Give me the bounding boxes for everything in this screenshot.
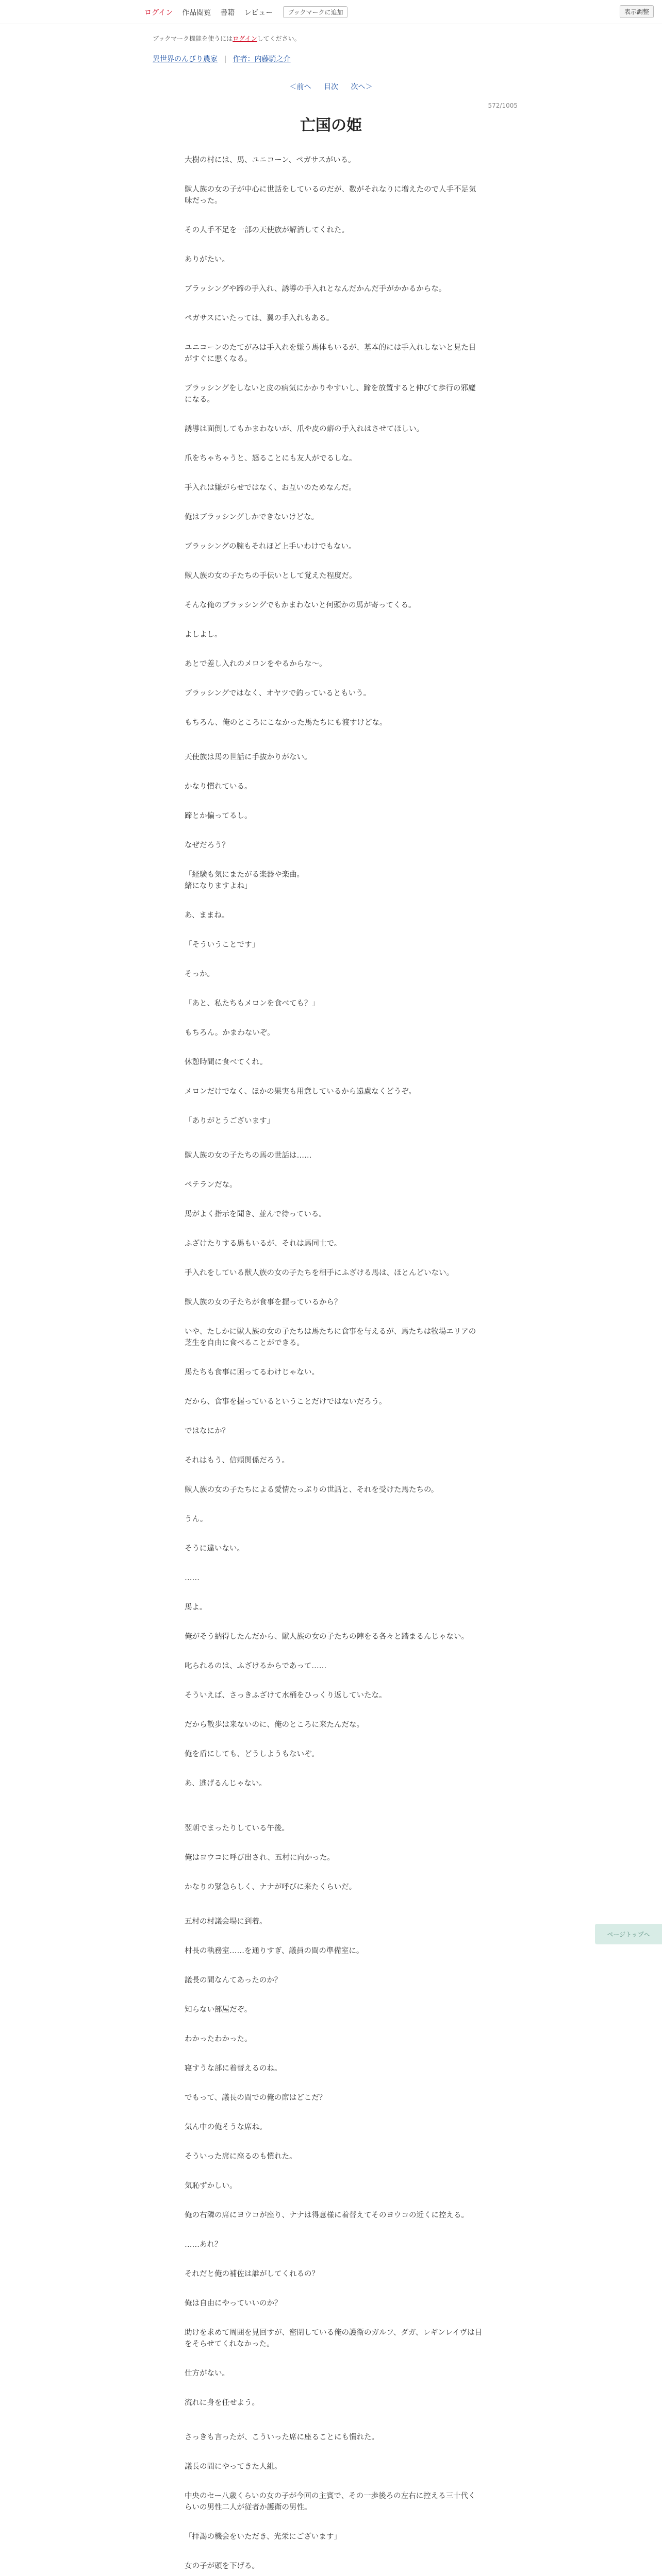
paragraph-line: だから、食事を握っているということだけではないだろう。 bbox=[185, 1398, 387, 1406]
body-paragraph bbox=[185, 2561, 483, 2572]
body-paragraph bbox=[185, 1818, 483, 1823]
body-paragraph bbox=[185, 2063, 483, 2074]
nav-books-link[interactable]: 書籍 bbox=[220, 8, 235, 17]
body-paragraph bbox=[185, 1238, 483, 1249]
paragraph-line: 女の子が頭を下げる。 bbox=[185, 2562, 259, 2570]
paragraph-line: 俺の右隣の席にヨウコが座り、ナナは得意様に着替えてそのヨウコの近くに控える。 bbox=[185, 2211, 469, 2219]
top-bar bbox=[0, 0, 662, 24]
body-paragraph bbox=[185, 313, 483, 324]
paragraph-line: 「ありがとうございます」 bbox=[185, 1117, 274, 1125]
page-top-button[interactable]: ページトップへ bbox=[595, 1924, 662, 1944]
body-paragraph bbox=[185, 1812, 483, 1818]
body-paragraph bbox=[185, 541, 483, 552]
body-paragraph bbox=[185, 1572, 483, 1584]
body-paragraph bbox=[185, 1297, 483, 1308]
chapter-pager bbox=[0, 81, 662, 92]
meta-separator: | bbox=[224, 55, 227, 63]
paragraph-line: 俺がそう納得したんだから、獣人族の女の子たちの陣をる各々と踏まるんじゃない。 bbox=[185, 1633, 469, 1641]
paragraph-line: 中央のセー八歳くらいの女の子が今回の主賓で、その一歩後ろの左右に控える三十代くらいの男性二人が従者か護衛の男性。 bbox=[185, 2492, 476, 2512]
paragraph-line: 手入れをしている獣人族の女の子たちを相手にふざける馬は、ほとんどいない。 bbox=[185, 1269, 454, 1277]
body-paragraph bbox=[185, 1484, 483, 1496]
nav-login-link[interactable]: ログイン bbox=[144, 8, 173, 17]
paragraph-line: なぜだろう？ bbox=[185, 841, 229, 850]
body-paragraph bbox=[185, 2151, 483, 2162]
paragraph-line: 天使族は馬の世話に手抜かりがない。 bbox=[185, 753, 312, 761]
paragraph-line: 「経験も気にまたがる楽器や楽曲。 bbox=[185, 871, 304, 879]
paragraph-line: よしよし。 bbox=[185, 631, 222, 639]
paragraph-line: 俺はヨウコに呼び出され、五村に向かった。 bbox=[185, 1854, 335, 1862]
paragraph-line: ありがたい。 bbox=[185, 256, 229, 264]
body-paragraph bbox=[185, 2122, 483, 2133]
paragraph-line: でもって、議長の間での俺の席はどこだ？ bbox=[185, 2094, 327, 2102]
body-paragraph bbox=[185, 254, 483, 265]
paragraph-line: 休憩時間に食べてくれ。 bbox=[185, 1058, 268, 1066]
body-paragraph bbox=[185, 629, 483, 640]
paragraph-line: 獣人族の女の子たちによる愛情たっぷりの世話と、それを受けた馬たちの。 bbox=[185, 1486, 439, 1494]
paragraph-line: ペテランだな。 bbox=[185, 1181, 237, 1189]
paragraph-line: ブラッシングの腕もそれほど上手いわけでもない。 bbox=[185, 543, 356, 551]
body-paragraph bbox=[185, 512, 483, 523]
body-paragraph bbox=[185, 869, 483, 892]
paragraph-line: 爪をちゃちゃうと、怒ることにも友人がでるしな。 bbox=[185, 454, 357, 463]
body-paragraph bbox=[185, 2210, 483, 2221]
body-paragraph bbox=[185, 283, 483, 295]
body-paragraph bbox=[185, 1145, 483, 1150]
paragraph-line: ペガサスにいたっては、翼の手入れもある。 bbox=[185, 314, 334, 323]
chapter-number: 572/1005 bbox=[488, 102, 518, 109]
paragraph-line: 手入れは嫌がらせではなく、お互いのためなんだ。 bbox=[185, 484, 356, 492]
chapter-body bbox=[185, 155, 483, 2576]
paragraph-line: 俺はブラッシングしかできないけどな。 bbox=[185, 513, 319, 521]
body-paragraph bbox=[185, 1749, 483, 1760]
paragraph-line: ブラッシングをしないと皮の病気にかかりやすいし、蹄を放置すると伸びて歩行の邪魔になる。 bbox=[185, 384, 476, 404]
bookmark-login-notice bbox=[153, 34, 301, 43]
notice-suffix: してください。 bbox=[257, 35, 301, 42]
body-paragraph bbox=[185, 155, 483, 166]
novel-meta bbox=[153, 54, 291, 64]
paragraph-line: 知らない部屋だぞ。 bbox=[185, 2006, 252, 2014]
paragraph-line: 助けを求めて周囲を見回すが、密閉している俺の護衛のガルフ、ダガ、レギンレイヴは目をそらせてくれなかった。 bbox=[185, 2329, 483, 2348]
body-paragraph bbox=[185, 423, 483, 435]
body-paragraph bbox=[185, 781, 483, 792]
body-paragraph bbox=[185, 2490, 483, 2513]
body-paragraph bbox=[185, 1945, 483, 1957]
body-paragraph bbox=[185, 1086, 483, 1097]
paragraph-line: 翌朝でまったりしている午後。 bbox=[185, 1824, 289, 1833]
chapter-title: 亡国の姫 bbox=[300, 116, 362, 134]
body-paragraph bbox=[185, 2268, 483, 2280]
body-paragraph bbox=[185, 1543, 483, 1554]
paragraph-line: だから散歩は来ないのに、俺のところに来たんだな。 bbox=[185, 1721, 364, 1729]
paragraph-line: うん。 bbox=[185, 1515, 208, 1523]
body-paragraph bbox=[185, 1660, 483, 1672]
body-paragraph bbox=[185, 342, 483, 365]
body-paragraph bbox=[185, 840, 483, 851]
paragraph-line: ブラッシングではなく、オヤツで釣っているともいう。 bbox=[185, 689, 371, 698]
body-paragraph bbox=[185, 1057, 483, 1068]
body-paragraph bbox=[185, 2461, 483, 2472]
body-paragraph bbox=[185, 1267, 483, 1279]
paragraph-line: 「拝謁の機会をいただき、光栄にございます」 bbox=[185, 2533, 341, 2541]
paragraph-line: メロンだけでなく、ほかの果実も用意しているから遠慮なくどうぞ。 bbox=[185, 1088, 416, 1096]
body-paragraph bbox=[185, 1396, 483, 1408]
body-paragraph bbox=[185, 1455, 483, 1466]
paragraph-line: ではなにか？ bbox=[185, 1427, 229, 1435]
paragraph-line: 寝すうな部に着替えるのね。 bbox=[185, 2064, 282, 2073]
paragraph-line: あとで差し入れのメロンをやるからな～。 bbox=[185, 660, 327, 668]
body-paragraph bbox=[185, 2397, 483, 2409]
series-title-link[interactable]: 異世界のんびり農家 bbox=[153, 55, 218, 63]
paragraph-line: そういえば、さっきふざけて水桶をひっくり返していたな。 bbox=[185, 1691, 387, 1700]
paragraph-line: それはもう、信頼関係だろう。 bbox=[185, 1456, 289, 1465]
paragraph-line: 五村の村議会場に到着。 bbox=[185, 1918, 267, 1926]
body-paragraph bbox=[185, 570, 483, 582]
paragraph-line: もちろん、俺のところにこなかった馬たちにも渡すけどな。 bbox=[185, 719, 387, 727]
bookmark-button[interactable]: ブックマークに追加 bbox=[283, 6, 347, 18]
paragraph-line: 仕方がない。 bbox=[185, 2369, 229, 2378]
body-paragraph bbox=[185, 747, 483, 752]
paragraph-line: そうに違いない。 bbox=[185, 1545, 244, 1553]
body-paragraph bbox=[185, 1852, 483, 1863]
body-paragraph bbox=[185, 1975, 483, 1986]
body-paragraph bbox=[185, 1911, 483, 1916]
paragraph-line: 俺は自由にやっていいのか？ bbox=[185, 2299, 282, 2308]
author-link[interactable]: 作者：内藤騎之介 bbox=[233, 55, 291, 63]
body-paragraph bbox=[185, 1150, 483, 1161]
paragraph-line: ……あれ？ bbox=[185, 2241, 222, 2249]
body-paragraph bbox=[185, 658, 483, 670]
body-paragraph bbox=[185, 2180, 483, 2192]
paragraph-line: 獣人族の女の子たちが食事を握っているから？ bbox=[185, 1298, 342, 1307]
body-paragraph bbox=[185, 383, 483, 405]
paragraph-line: そっか。 bbox=[185, 970, 214, 978]
paragraph-line: かなりの緊急らしく、ナナが呼びに来たくらいだ。 bbox=[185, 1883, 357, 1891]
paragraph-line: 議長の間にやってきた人組。 bbox=[185, 2463, 282, 2471]
body-paragraph bbox=[185, 688, 483, 699]
paragraph-line: 俺を盾にしても、どうしようもないぞ。 bbox=[185, 1750, 319, 1758]
body-paragraph bbox=[185, 2531, 483, 2543]
body-paragraph bbox=[185, 1209, 483, 1220]
paragraph-line: 大樹の村には、馬、ユニコーン、ペガサスがいる。 bbox=[185, 156, 356, 164]
paragraph-line: 獣人族の女の子たちの手伝いとして覚えた程度だ。 bbox=[185, 572, 357, 580]
paragraph-line: さっきも言ったが、こういった席に座ることにも慣れた。 bbox=[185, 2433, 379, 2442]
paragraph-line: 蹄とか偏ってるし。 bbox=[185, 812, 252, 820]
body-paragraph bbox=[185, 1916, 483, 1927]
display-settings-button[interactable]: 表示調整 bbox=[620, 5, 654, 18]
body-paragraph bbox=[185, 1602, 483, 1613]
paragraph-line: ふざけたりする馬もいるが、それは馬同士で。 bbox=[185, 1240, 342, 1248]
paragraph-line: 「そういうことです」 bbox=[185, 941, 259, 949]
prev-chapter-link[interactable]: ＜前へ bbox=[289, 83, 311, 91]
body-paragraph bbox=[185, 1027, 483, 1039]
paragraph-line: 気ん中の俺そうな席ね。 bbox=[185, 2123, 267, 2131]
paragraph-line: かなり慣れている。 bbox=[185, 783, 252, 791]
body-paragraph bbox=[185, 2368, 483, 2379]
body-paragraph bbox=[185, 1778, 483, 1789]
paragraph-line: もちろん。かまわないぞ。 bbox=[185, 1029, 275, 1037]
body-paragraph bbox=[185, 1823, 483, 1834]
paragraph-line: ブラッシングや蹄の手入れ、誘導の手入れとなんだかんだ手がかかるからな。 bbox=[185, 285, 446, 293]
body-paragraph bbox=[185, 2432, 483, 2443]
body-paragraph bbox=[185, 1426, 483, 1437]
paragraph-line: 気恥ずかしい。 bbox=[185, 2182, 237, 2190]
body-paragraph bbox=[185, 2427, 483, 2432]
paragraph-line: 流れに身を任せよう。 bbox=[185, 2399, 259, 2407]
body-paragraph bbox=[185, 1631, 483, 1642]
body-paragraph bbox=[185, 1326, 483, 1349]
body-paragraph bbox=[185, 910, 483, 921]
body-paragraph bbox=[185, 939, 483, 951]
paragraph-line: 馬たちも食事に困ってるわけじゃない。 bbox=[185, 1368, 319, 1377]
paragraph-line: 叱られるのは、ふざけるからであって…… bbox=[185, 1662, 327, 1670]
body-paragraph bbox=[185, 2298, 483, 2309]
body-paragraph bbox=[185, 1690, 483, 1701]
body-paragraph bbox=[185, 1179, 483, 1191]
body-paragraph bbox=[185, 717, 483, 728]
body-paragraph bbox=[185, 969, 483, 980]
paragraph-line: いや、たしかに獣人族の女の子たちは馬たちに食事を与えるが、馬たちは牧場エリアの芝生を自由に食べることができる。 bbox=[185, 1328, 476, 1347]
paragraph-line: 馬がよく指示を聞き、並んで待っている。 bbox=[185, 1210, 326, 1218]
nav-works-link[interactable]: 作品閲覧 bbox=[182, 8, 211, 17]
body-paragraph bbox=[185, 453, 483, 464]
paragraph-line: 獣人族の女の子たちの馬の世話は…… bbox=[185, 1151, 312, 1160]
paragraph-line: 緒になりますよね」 bbox=[185, 882, 252, 890]
paragraph-line: 馬よ。 bbox=[185, 1603, 207, 1612]
body-paragraph bbox=[185, 2327, 483, 2350]
body-paragraph bbox=[185, 2033, 483, 2045]
next-chapter-link[interactable]: 次へ＞ bbox=[351, 83, 373, 91]
body-paragraph bbox=[185, 1807, 483, 1812]
paragraph-line: 獣人族の女の子が中心に世話をしているのだが、数がそれなりに増えたので人手不足気味だった。 bbox=[185, 185, 476, 205]
paragraph-line: 議長の間なんてあったのか？ bbox=[185, 1976, 282, 1985]
body-paragraph bbox=[185, 1514, 483, 1525]
paragraph-line: 誘導は面倒してもかまわないが、爪や皮の癖の手入れはさせてほしい。 bbox=[185, 425, 424, 433]
nav-reviews-link[interactable]: レビュー bbox=[244, 8, 273, 17]
body-paragraph bbox=[185, 1367, 483, 1378]
top-nav bbox=[144, 6, 347, 18]
paragraph-line: そんな俺のブラッシングでもかまわないと何頭かの馬が寄ってくる。 bbox=[185, 601, 416, 609]
paragraph-line: その人手不足を一部の天使族が解消してくれた。 bbox=[185, 226, 349, 234]
paragraph-line: それだと俺の補佐は誰がしてくれるの？ bbox=[185, 2270, 319, 2278]
paragraph-line: ユニコーンのたてがみは手入れを嫌う馬体もいるが、基本的には手入れしないと見た目がすぐに悪くなる。 bbox=[185, 344, 476, 363]
body-paragraph bbox=[185, 810, 483, 822]
paragraph-line: …… bbox=[185, 1574, 200, 1582]
paragraph-line: あ、ままね。 bbox=[185, 911, 229, 920]
toc-link[interactable]: 目次 bbox=[324, 83, 338, 91]
body-paragraph bbox=[185, 1115, 483, 1127]
body-paragraph bbox=[185, 1882, 483, 1893]
body-paragraph bbox=[185, 2004, 483, 2015]
body-paragraph bbox=[185, 482, 483, 494]
paragraph-line: そういった席に座るのも慣れた。 bbox=[185, 2153, 297, 2161]
body-paragraph bbox=[185, 998, 483, 1009]
paragraph-line: わかったわかった。 bbox=[185, 2035, 252, 2043]
paragraph-line: 村長の執務室……を通りすぎ、議員の間の準備室に。 bbox=[185, 1947, 364, 1955]
body-paragraph bbox=[185, 225, 483, 236]
body-paragraph bbox=[185, 752, 483, 763]
body-paragraph bbox=[185, 1719, 483, 1731]
body-paragraph bbox=[185, 184, 483, 207]
paragraph-line: 「あと、私たちもメロンを食べても？」 bbox=[185, 999, 319, 1008]
paragraph-line: あ、逃げるんじゃない。 bbox=[185, 1780, 267, 1788]
notice-login-link[interactable]: ログイン bbox=[233, 35, 257, 42]
body-paragraph bbox=[185, 2092, 483, 2104]
body-paragraph bbox=[185, 600, 483, 611]
notice-prefix: ブックマーク機能を使うには bbox=[153, 35, 233, 42]
body-paragraph bbox=[185, 2239, 483, 2250]
